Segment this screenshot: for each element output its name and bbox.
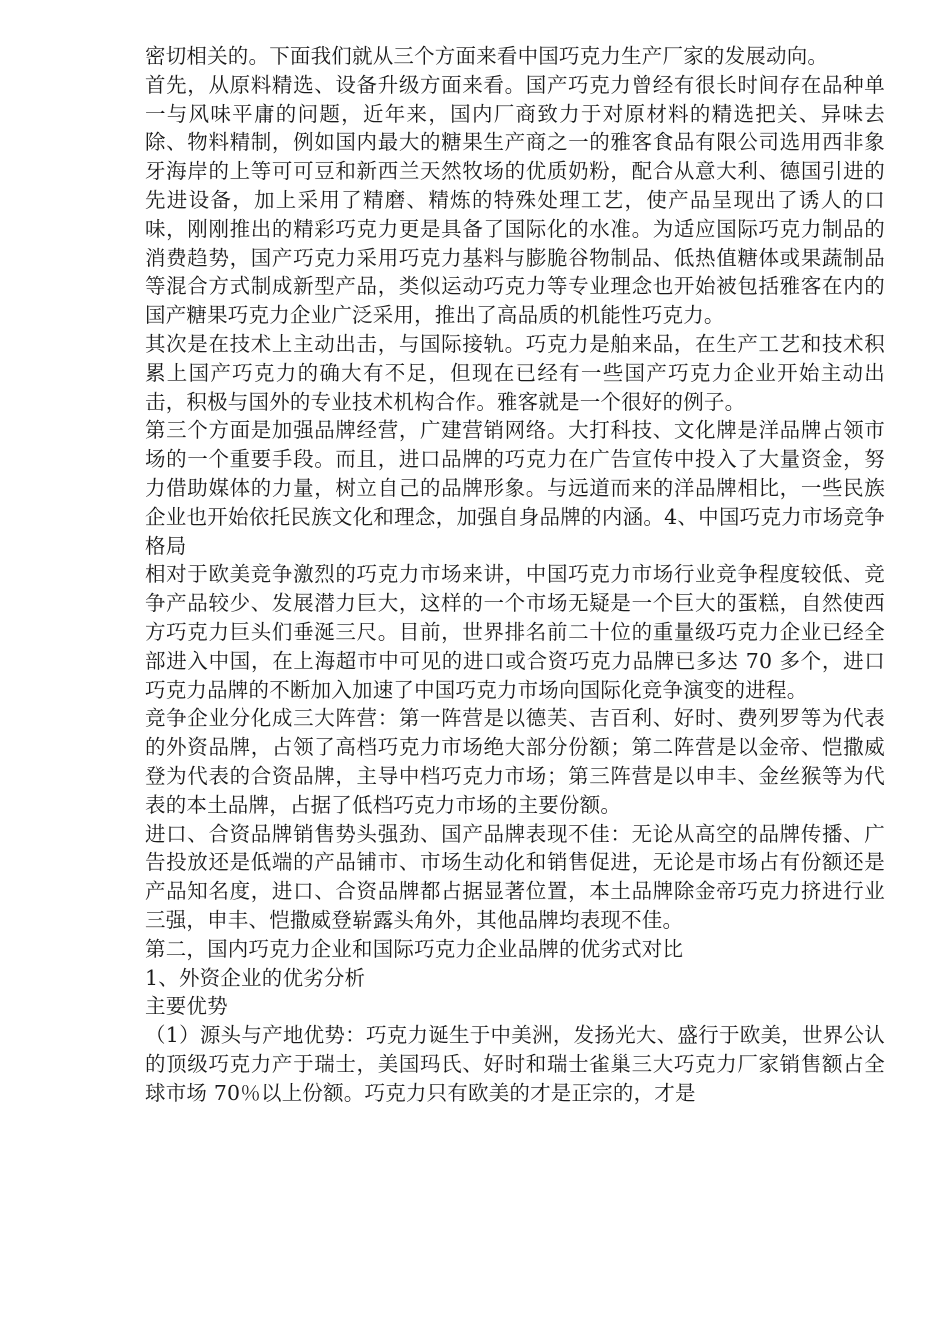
subheading-main-advantages: 主要优势 [145,994,228,1019]
paragraph-three-camps: 竞争企业分化成三大阵营：第一阵营是以德芙、吉百利、好时、费列罗等为代表的外资品牌，占领了高档巧克力市场绝大部分份额；第二阵营是以金帝、恺撒威登为代表的合资品牌，主导中档巧克力市场；第三阵营是以申丰、金丝猴等为代表的本土品牌，占据了低档巧克力市场的主要份额。 [145,706,885,817]
paragraph-intro: 密切相关的。下面我们就从三个方面来看中国巧克力生产厂家的发展动向。 [145,44,829,68]
document-page [145,42,885,1107]
section-title: 第二，国内巧克力企业和国际巧克力企业品牌的优劣式对比 [145,936,684,961]
paragraph-raw-materials: 首先，从原料精选、设备升级方面来看。国产巧克力曾经有很长时间存在品种单一与风味平庸的问题，近年来，国内厂商致力于对原材料的精选把关、异味去除、物料精制，例如国内最大的糖果生产商之一的雅客食品有限公司选用西非象牙海岸的上等可可豆和新西兰天然牧场的优质奶粉，配合从意大利、德国引进的先进设备，加上采用了精磨、精炼的特殊处理工艺，使产品呈现出了诱人的口味，刚刚推出的精彩巧克力更是具备了国际化的水准。为适应国际巧克力制品的消费趋势，国产巧克力采用巧克力基料与膨脆谷物制品、低热值糖体或果蔬制品等混合方式制成新型产品，类似运动巧克力等专业理念也开始被包括雅客在内的国产糖果巧克力企业广泛采用，推出了高品质的机能性巧克力。 [145,72,885,328]
paragraph-technology: 其次是在技术上主动出击，与国际接轨。巧克力是舶来品，在生产工艺和技术积累上国产巧克力的确大有不足，但现在已经有一些国产巧克力企业开始主动出击，积极与国外的专业技术机构合作。雅客就是一个很好的例子。 [145,331,885,414]
subsection-title: 1、外资企业的优劣分析 [145,965,366,990]
paragraph-branding: 第三个方面是加强品牌经营，广建营销网络。大打科技、文化牌是洋品牌占领市场的一个重要手段。而且，进口品牌的巧克力在广告宣传中投入了大量资金，努力借助媒体的力量，树立自己的品牌形象。与远道而来的洋品牌相比，一些民族企业也开始依托民族文化和理念，加强自身品牌的内涵。4、中国巧克力市场竞争格局 [145,418,885,558]
paragraph-import-brands: 进口、合资品牌销售势头强劲、国产品牌表现不佳：无论从高空的品牌传播、广告投放还是低端的产品铺市、市场生动化和销售促进，无论是市场占有份额还是产品知名度，进口、合资品牌都占据显著位置，本土品牌除金帝巧克力挤进行业三强，申丰、恺撒威登崭露头角外，其他品牌均表现不佳。 [145,821,885,932]
paragraph-market-competition: 相对于欧美竞争激烈的巧克力市场来讲，中国巧克力市场行业竞争程度较低、竞争产品较少、发展潜力巨大，这样的一个市场无疑是一个巨大的蛋糕，自然使西方巧克力巨头们垂涎三尺。目前，世界排名前二十位的重量级巧克力企业已经全部进入中国，在上海超市中可见的进口或合资巧克力品牌已多达 70 多个，进口巧克力品牌的不断加入加速了中国巧克力市场向国际化竞争演变的进程。 [145,562,885,702]
paragraph-origin-advantage: （1）源头与产地优势：巧克力诞生于中美洲，发扬光大、盛行于欧美，世界公认的顶级巧克力产于瑞士，美国玛氏、好时和瑞士雀巢三大巧克力厂家销售额占全球市场 70％以上份额。巧克力只有欧美的才是正宗的，才是 [145,1023,885,1105]
